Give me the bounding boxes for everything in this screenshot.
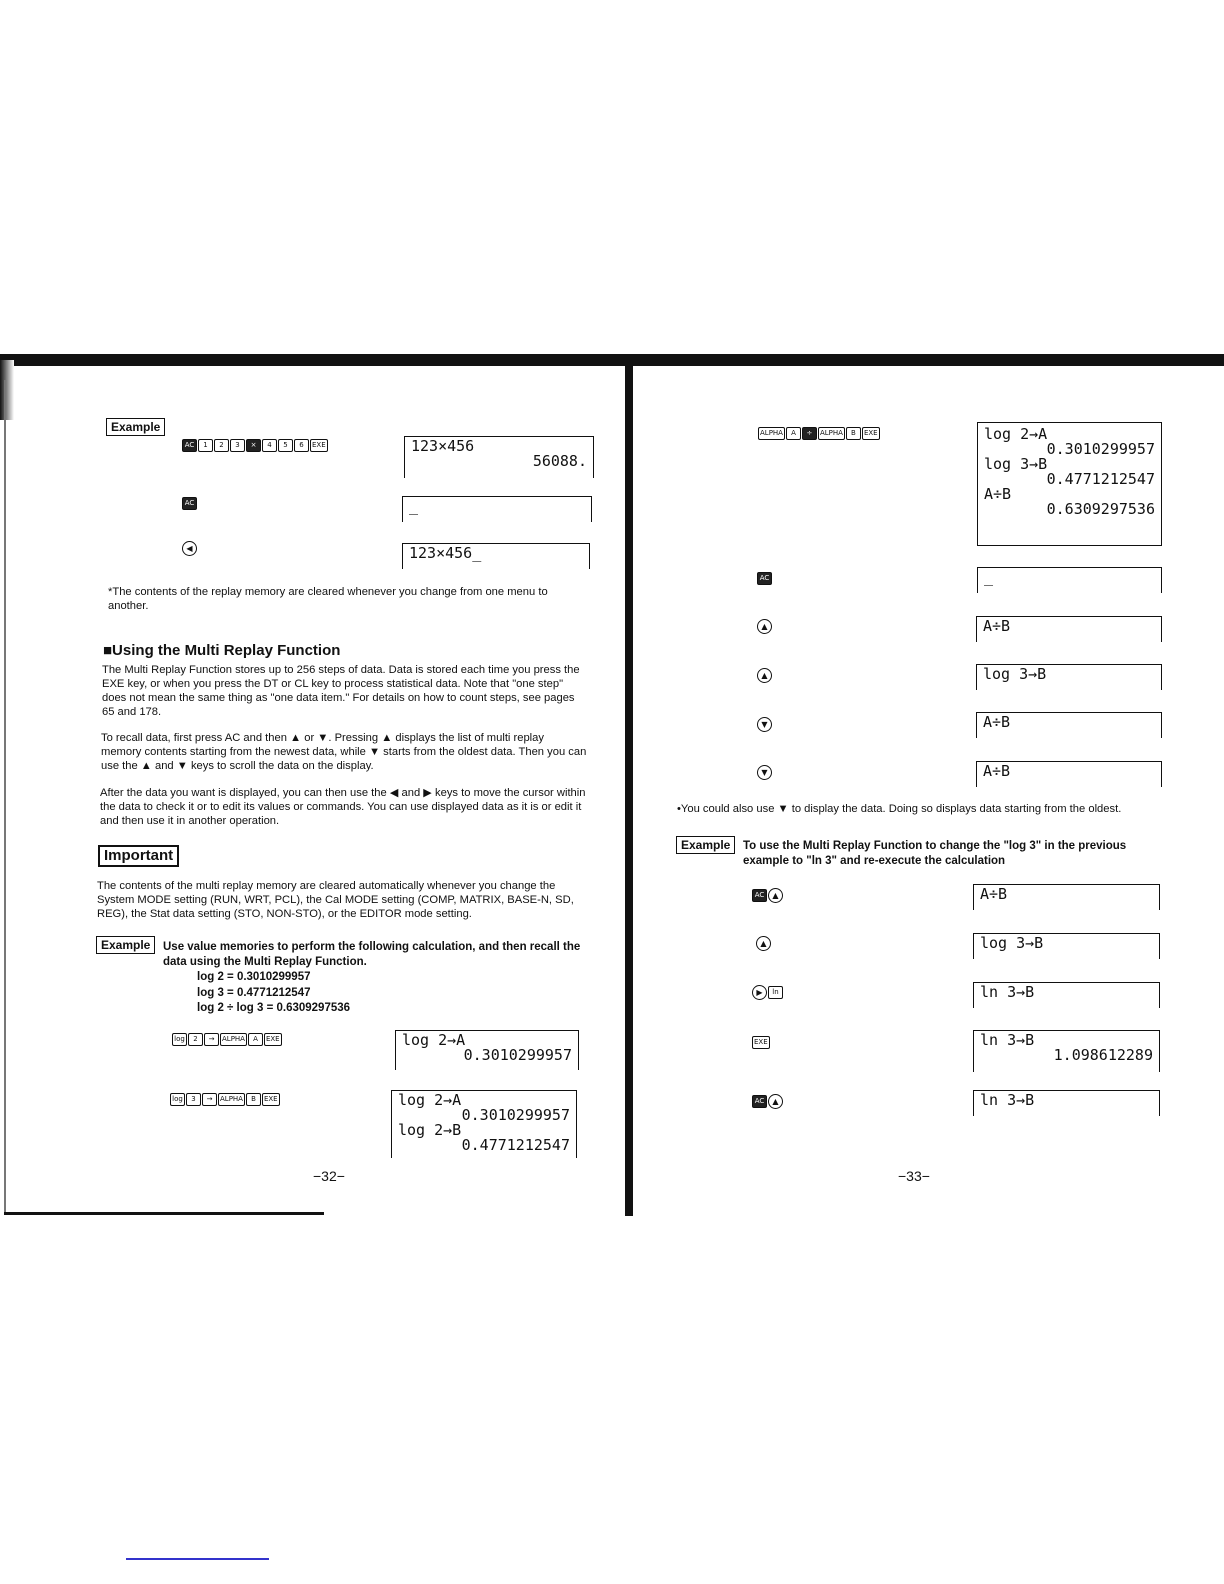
display-line: ln 3→B bbox=[980, 1091, 1035, 1109]
display-line: log 3→B bbox=[983, 665, 1047, 683]
calculator-display bbox=[402, 496, 592, 522]
display-line: log 2→A bbox=[402, 1031, 466, 1049]
key-sequence bbox=[752, 985, 783, 999]
key-sequence bbox=[752, 1094, 783, 1108]
display-line: _ bbox=[984, 568, 994, 586]
display-line: 0.3010299957 bbox=[461, 1106, 570, 1124]
display-line: log 3→B bbox=[984, 455, 1048, 473]
display-line: 123×456 bbox=[411, 437, 475, 455]
paragraph: The Multi Replay Function stores up to 256 steps of data. Data is stored each time you press the EXE key, or when you press the DT or CL key to process statistical data. Note that "one step" does not mean the same thing as "one data item." For details on how to count steps, see pages 65 and 178. bbox=[102, 664, 580, 718]
example-title: Use value memories to perform the following calculation, and then recall the data using the Multi Replay Function. bbox=[163, 941, 581, 968]
display-line: 0.3010299957 bbox=[463, 1046, 572, 1064]
important-text: The contents of the multi replay memory are cleared automatically whenever you change the System MODE setting (RUN, WRT, PCL), the Cal MODE setting (COMP, MATRIX, BASE-N, SD, REG), the Stat data setting (STO, NON-STO), or the EDITOR mode setting. bbox=[97, 880, 574, 920]
key-multiply: × bbox=[246, 439, 261, 452]
display-line: 123×456_ bbox=[409, 544, 482, 562]
paragraph: To recall data, first press AC and then ▲ or ▼. Pressing ▲ displays the list of multi replay memory contents starting from the newest data, while ▼ starts from the oldest data. Then you can use the ▲ and ▼ keys to scroll the data on the display. bbox=[101, 732, 587, 772]
left-page-bottom-edge bbox=[4, 1212, 324, 1215]
calculator-display bbox=[976, 761, 1162, 787]
arrow-up-key: ▲ bbox=[768, 888, 783, 903]
calculator-display bbox=[977, 422, 1162, 546]
key-alpha: ALPHA bbox=[220, 1033, 247, 1046]
calculator-display bbox=[973, 982, 1160, 1008]
display-line: ln 3→B bbox=[980, 1031, 1035, 1049]
calculator-display bbox=[973, 933, 1160, 959]
key-sequence bbox=[170, 1092, 280, 1106]
calculator-display bbox=[973, 884, 1160, 910]
key-assign: → bbox=[204, 1033, 219, 1046]
example-tag: Example bbox=[676, 836, 735, 854]
key-b: B bbox=[246, 1093, 261, 1106]
display-line: _ bbox=[409, 497, 419, 515]
page-number: −32− bbox=[313, 1168, 345, 1184]
key-log: log bbox=[172, 1033, 187, 1046]
page-curl bbox=[0, 360, 14, 420]
key-2: 2 bbox=[214, 439, 229, 452]
left-page-edge bbox=[4, 380, 6, 1212]
key-sequence bbox=[757, 571, 772, 585]
equation: log 2 ÷ log 3 = 0.6309297536 bbox=[197, 1002, 351, 1014]
arrow-down-key: ▼ bbox=[757, 765, 772, 780]
key-ac: AC bbox=[182, 439, 197, 452]
key-exe: EXE bbox=[262, 1093, 280, 1106]
arrow-up-key: ▲ bbox=[756, 936, 771, 951]
display-line: 0.3010299957 bbox=[1046, 440, 1155, 458]
key-ac: AC bbox=[752, 889, 767, 902]
book-spine bbox=[625, 366, 633, 1216]
key-3: 3 bbox=[186, 1093, 201, 1106]
calculator-display bbox=[973, 1030, 1160, 1072]
key-sequence bbox=[752, 888, 783, 902]
key-sequence bbox=[182, 496, 197, 510]
key-4: 4 bbox=[262, 439, 277, 452]
arrow-up-key: ▲ bbox=[757, 668, 772, 683]
key-6: 6 bbox=[294, 439, 309, 452]
display-line: 0.4771212547 bbox=[1046, 470, 1155, 488]
key-3: 3 bbox=[230, 439, 245, 452]
key-ln: ln bbox=[768, 986, 783, 999]
key-exe: EXE bbox=[862, 427, 880, 440]
key-exe: EXE bbox=[264, 1033, 282, 1046]
key-sequence bbox=[757, 717, 772, 731]
important-tag: Important bbox=[98, 845, 179, 867]
display-line: A÷B bbox=[980, 885, 1008, 903]
note-text: *The contents of the replay memory are cleared whenever you change from one menu to another. bbox=[108, 586, 548, 612]
key-sequence bbox=[758, 426, 880, 440]
calculator-display bbox=[976, 664, 1162, 690]
paragraph: After the data you want is displayed, you can then use the ◀ and ▶ keys to move the cursor within the data to check it or to edit its values or commands. You can use displayed data as it is or edit it and then use it in another operation. bbox=[100, 787, 586, 827]
arrow-right-key: ▶ bbox=[752, 985, 767, 1000]
key-ac: AC bbox=[757, 572, 772, 585]
bottom-underline bbox=[126, 1558, 269, 1560]
key-alpha: ALPHA bbox=[758, 427, 785, 440]
display-line: log 2→A bbox=[398, 1091, 462, 1109]
arrow-up-key: ▲ bbox=[757, 619, 772, 634]
calculator-display bbox=[976, 712, 1162, 738]
section-title: ■Using the Multi Replay Function bbox=[103, 642, 341, 659]
key-alpha: ALPHA bbox=[818, 427, 845, 440]
key-alpha: ALPHA bbox=[218, 1093, 245, 1106]
display-line: 0.4771212547 bbox=[461, 1136, 570, 1154]
key-a: A bbox=[248, 1033, 263, 1046]
calculator-display bbox=[395, 1030, 579, 1070]
key-1: 1 bbox=[198, 439, 213, 452]
calculator-display bbox=[404, 436, 594, 478]
bullet-note: •You could also use ▼ to display the data. Doing so displays data starting from the oldest. bbox=[677, 803, 1122, 815]
key-5: 5 bbox=[278, 439, 293, 452]
equation: log 3 = 0.4771212547 bbox=[197, 987, 311, 999]
calculator-display bbox=[973, 1090, 1160, 1116]
arrow-left-key: ◀ bbox=[182, 541, 197, 556]
key-sequence bbox=[752, 1035, 770, 1049]
key-a: A bbox=[786, 427, 801, 440]
display-line: A÷B bbox=[983, 617, 1011, 635]
key-exe: EXE bbox=[310, 439, 328, 452]
key-sequence bbox=[757, 619, 772, 633]
key-divide: ÷ bbox=[802, 427, 817, 440]
key-sequence bbox=[757, 765, 772, 779]
key-sequence bbox=[172, 1032, 282, 1046]
display-line: 0.6309297536 bbox=[1046, 500, 1155, 518]
display-line: log 2→B bbox=[398, 1121, 462, 1139]
display-line: A÷B bbox=[983, 713, 1011, 731]
example-tag: Example bbox=[96, 936, 155, 954]
calculator-display bbox=[402, 543, 590, 569]
display-line: A÷B bbox=[984, 485, 1012, 503]
display-line: log 3→B bbox=[980, 934, 1044, 952]
display-line: ln 3→B bbox=[980, 983, 1035, 1001]
display-line: log 2→A bbox=[984, 425, 1048, 443]
key-2: 2 bbox=[188, 1033, 203, 1046]
key-sequence bbox=[182, 438, 328, 452]
arrow-up-key: ▲ bbox=[768, 1094, 783, 1109]
key-sequence bbox=[182, 541, 197, 555]
key-log: log bbox=[170, 1093, 185, 1106]
calculator-display bbox=[391, 1090, 577, 1158]
page-number: −33− bbox=[898, 1168, 930, 1184]
key-sequence bbox=[756, 936, 771, 950]
equation: log 2 = 0.3010299957 bbox=[197, 971, 311, 983]
page-top-border bbox=[0, 354, 1224, 366]
key-exe: EXE bbox=[752, 1036, 770, 1049]
display-line: 1.098612289 bbox=[1053, 1046, 1153, 1064]
display-line: 56088. bbox=[532, 452, 587, 470]
key-sequence bbox=[757, 668, 772, 682]
key-ac: AC bbox=[752, 1095, 767, 1108]
example-tag: Example bbox=[106, 418, 165, 436]
key-assign: → bbox=[202, 1093, 217, 1106]
example-title: To use the Multi Replay Function to change the "log 3" in the previous example to "ln 3" and re-execute the calculation bbox=[743, 840, 1127, 867]
calculator-display bbox=[977, 567, 1162, 593]
display-line: A÷B bbox=[983, 762, 1011, 780]
arrow-down-key: ▼ bbox=[757, 717, 772, 732]
calculator-display bbox=[976, 616, 1162, 642]
key-b: B bbox=[846, 427, 861, 440]
key-ac: AC bbox=[182, 497, 197, 510]
